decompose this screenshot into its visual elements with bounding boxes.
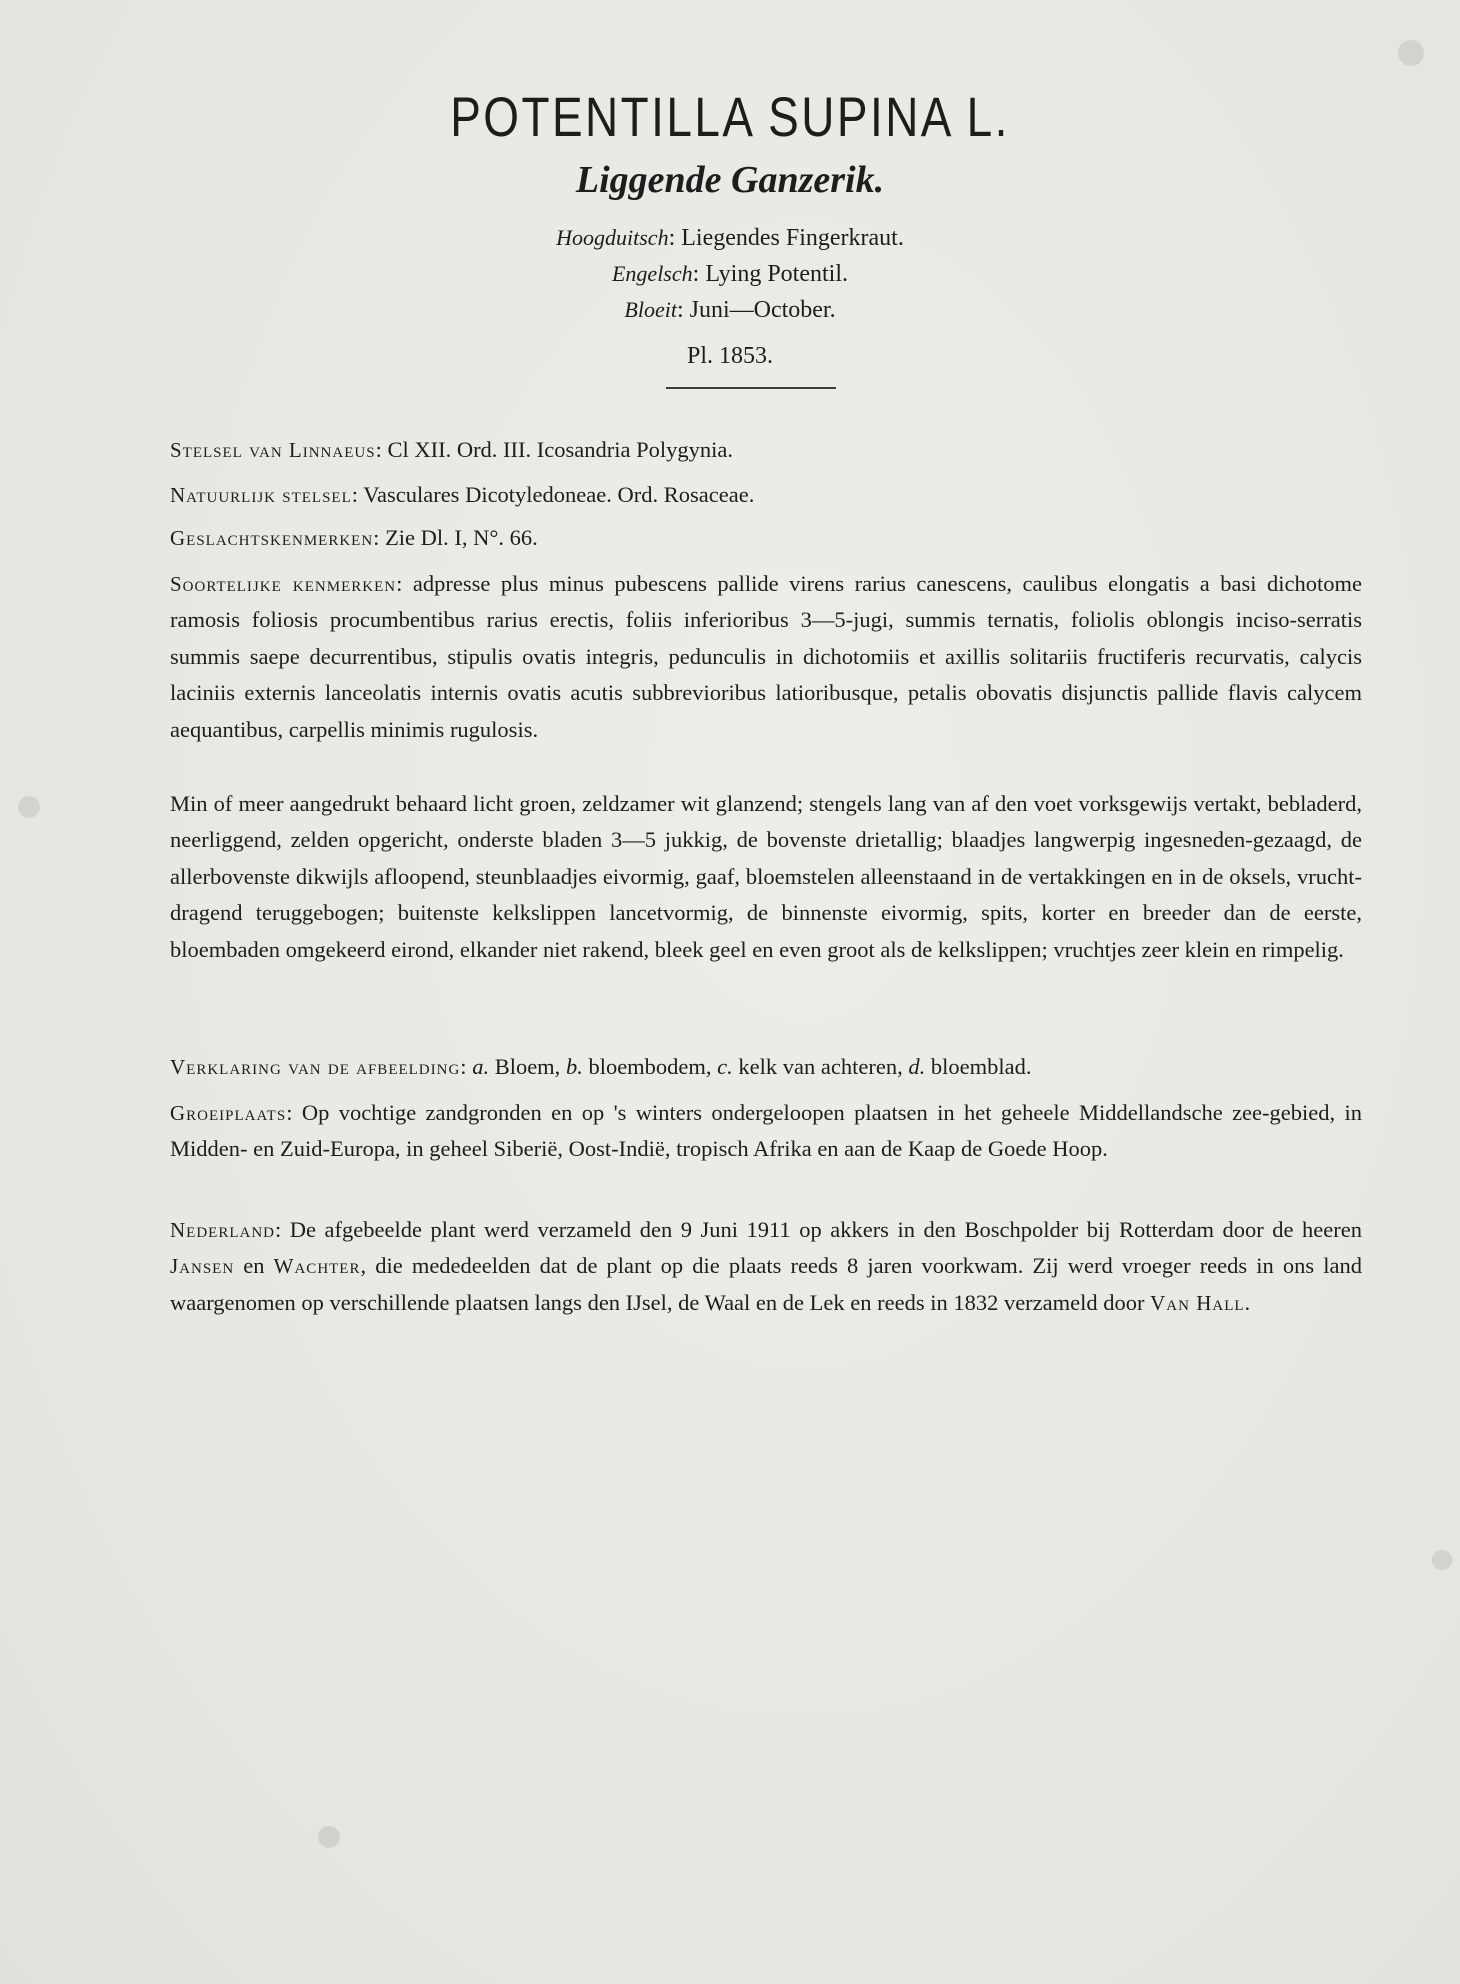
section-value: . bbox=[1244, 1289, 1251, 1315]
section-label: Groeiplaats bbox=[170, 1101, 287, 1125]
meta-label: Bloeit bbox=[624, 297, 677, 322]
paper-spot bbox=[1432, 1550, 1452, 1570]
section-label: Soortelijke kenmerken bbox=[170, 572, 397, 596]
divider bbox=[666, 387, 836, 389]
plate-number: Pl. 1853. bbox=[686, 343, 773, 369]
section-soortelijke: Soortelijke kenmerken: adpresse plus minus pubescens pallide virens rarius canescens, caulibus elongatis a basi dichotome ramosis foliosis procumbentibus rarius erectis, foliis inferioribus 3—5-jugi, summis ternatis, foliolis oblongis inciso-serratis summis saepe decurrentibus, stipulis ovatis integris, pedunculis in dichotomiis et axillis solitariis fructiferis recurvatis, calycis laciniis externis lanceolatis internis ovatis acutis subbrevioribus latioribusque, petalis obovatis disjunctis pallide flavis calycem aequantibus, carpellis minimis rugulosis. bbox=[170, 571, 1362, 742]
meta-label: Engelsch bbox=[611, 261, 693, 286]
section-value: adpresse plus minus pubescens pallide virens rarius canescens, caulibus elongatis a basi dichotome ramosis foliosis procumbentibus rarius erectis, foliis inferioribus 3—5-jugi, summis ternatis, foliolis oblongis inciso-serratis summis saepe decurrentibus, stipulis ovatis integris, pedunculis in dichotomiis et axillis solitariis fructiferis recurvatis, calycis laciniis externis lanceolatis internis ovatis acutis subbrevioribus latioribusque, petalis obovatis disjunctis pallide flavis calycem aequantibus, carpellis minimis rugulosis. bbox=[170, 571, 1362, 742]
section-verklaring: Verklaring van de afbeelding: a. Bloem, b. bloembodem, c. kelk van achteren, d. bloemblad. bbox=[170, 1054, 1032, 1079]
figure-key: c. bbox=[717, 1054, 733, 1079]
section-groeiplaats: Groeiplaats: Op vochtige zandgronden en op 's winters ondergeloopen plaatsen in het geheele Middellandsche zee-gebied, in Midden- en Zuid-Europa, in geheel Siberië, Oost-Indië, tropisch Afrika en aan de Kaap de Goede Hoop. bbox=[170, 1100, 1362, 1162]
section-value: Min of meer aangedrukt behaard licht groen, zeldzamer wit glanzend; stengels lang van af den voet vorksgewijs vertakt, bebladerd, neerliggend, zelden opgericht, onderste bladen 3—5 jukkig, de bovenste drietallig; blaadjes langwerpig ingesneden-gezaagd, de allerbovenste dikwijls afloopend, steunblaadjes eivormig, gaaf, bloemstelen alleenstaand in de vertakkingen en in de oksels, vrucht-dragend teruggebogen; buitenste kelkslippen lancetvormig, de binnenste eivormig, spits, korter en breeder dan de eerste, bloembaden omgekeerd eirond, elkander niet rakend, bleek geel en even groot als de kelkslippen; vruchtjes zeer klein en rimpelig. bbox=[170, 791, 1362, 962]
section-natuurlijk: Natuurlijk stelsel: Vasculares Dicotyledoneae. Ord. Rosaceae. bbox=[170, 482, 755, 507]
meta-bloeit: Bloeit: Juni—October. bbox=[624, 297, 836, 323]
section-value: Op vochtige zandgronden en op 's winters ondergeloopen plaatsen in het geheele Middellandsche zee-gebied, in Midden- en Zuid-Europa, in geheel Siberië, Oost-Indië, tropisch Afrika en aan de Kaap de Goede Hoop. bbox=[170, 1100, 1362, 1162]
figure-text: bloemblad. bbox=[930, 1054, 1032, 1079]
meta-hoogduitsch: Hoogduitsch: Liegendes Fingerkraut. bbox=[556, 225, 904, 251]
section-geslacht: Geslachtskenmerken: Zie Dl. I, N°. 66. bbox=[170, 525, 538, 550]
figure-text: Bloem, bbox=[494, 1054, 561, 1079]
section-value: De afgebeelde plant werd verzameld den 9 Juni 1911 op akkers in den Boschpolder bij Rotterdam door de heeren bbox=[289, 1217, 1362, 1242]
section-beschrijving bbox=[170, 786, 1362, 968]
meta-value: Liegendes Fingerkraut. bbox=[681, 225, 904, 251]
section-label: Verklaring van de afbeelding bbox=[170, 1055, 461, 1079]
paper-spot bbox=[18, 796, 40, 818]
person-name: Jansen bbox=[170, 1254, 235, 1279]
figure-key: d. bbox=[908, 1054, 926, 1079]
section-label: Natuurlijk stelsel bbox=[170, 483, 352, 507]
person-name: Wachter bbox=[273, 1254, 361, 1279]
section-value: Vasculares Dicotyledoneae. Ord. Rosaceae. bbox=[363, 482, 755, 507]
paper-spot bbox=[1398, 40, 1424, 66]
section-nederland: Nederland: De afgebeelde plant werd verzameld den 9 Juni 1911 op akkers in den Boschpolder bij Rotterdam door de heeren Jansen en Wachter, die mededeelden dat de plant op die plaats reeds 8 jaren voorkwam. Zij werd vroeger reeds in ons land waargenomen op verschillende plaatsen langs den IJsel, de Waal en de Lek en reeds in 1832 verzameld door Van Hall. bbox=[170, 1217, 1362, 1315]
figure-key: a. bbox=[472, 1054, 490, 1079]
section-linnaeus: Stelsel van Linnaeus: Cl XII. Ord. III. Icosandria Polygynia. bbox=[170, 437, 733, 462]
section-value: en bbox=[243, 1253, 265, 1279]
figure-key: b. bbox=[565, 1054, 583, 1079]
figure-text: kelk van achteren, bbox=[738, 1054, 903, 1079]
section-label: Nederland bbox=[170, 1218, 275, 1242]
section-value: Zie Dl. I, N°. 66. bbox=[385, 525, 538, 550]
page-title: POTENTILLA SUPINA L. bbox=[450, 85, 1010, 148]
figure-text: bloembodem, bbox=[588, 1054, 712, 1079]
section-label: Stelsel van Linnaeus bbox=[170, 438, 376, 462]
meta-value: Lying Potentil. bbox=[705, 261, 848, 287]
meta-engelsch: Engelsch: Lying Potentil. bbox=[611, 261, 848, 287]
paper-spot bbox=[318, 1826, 340, 1848]
section-label: Geslachtskenmerken bbox=[170, 526, 374, 550]
meta-label: Hoogduitsch bbox=[556, 225, 669, 250]
page-subtitle: Liggende Ganzerik. bbox=[575, 159, 885, 201]
meta-value: Juni—October. bbox=[689, 297, 836, 323]
person-name: Van Hall bbox=[1150, 1290, 1245, 1315]
section-value: , die mededeelden dat de plant op die plaats reeds 8 jaren voorkwam. Zij werd vroeger reeds in ons land waargenomen op verschillende plaatsen langs den IJsel, de Waal en de Lek en reeds in 1832 verzameld door bbox=[170, 1253, 1362, 1315]
section-value: Cl XII. Ord. III. Icosandria Polygynia. bbox=[387, 437, 733, 462]
